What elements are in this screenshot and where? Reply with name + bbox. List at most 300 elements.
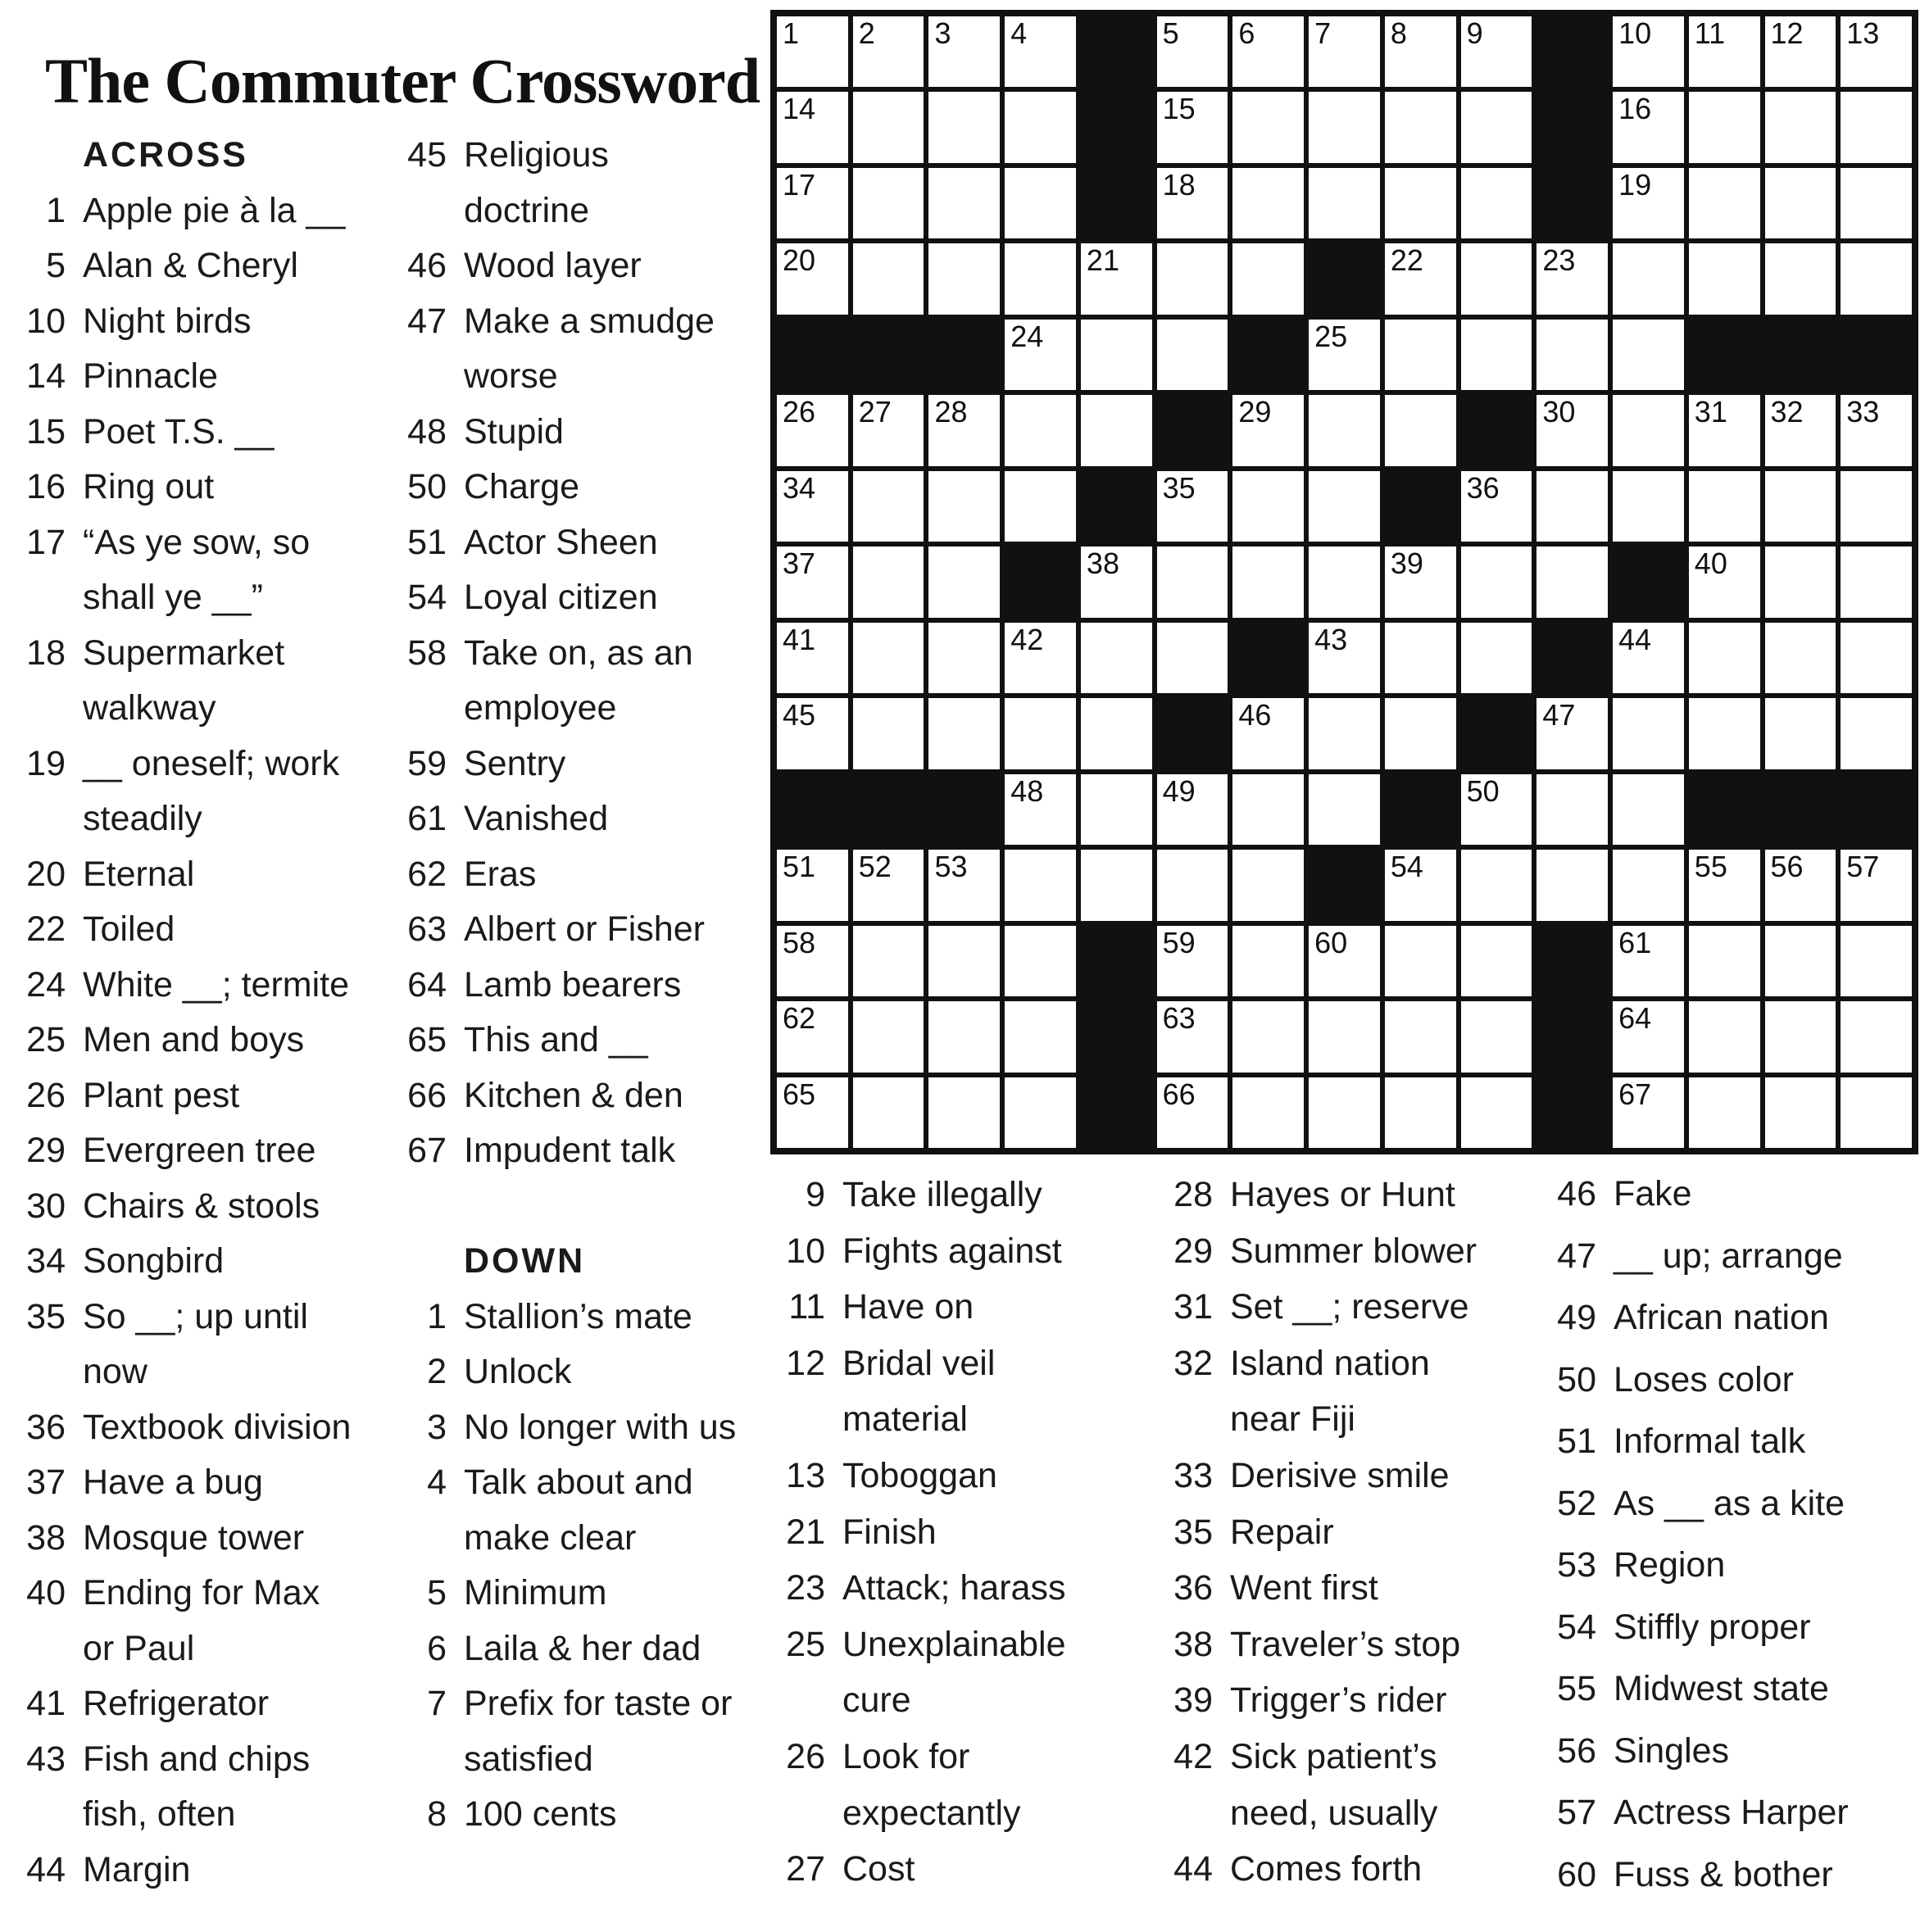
clue-text: Stupid <box>464 411 564 451</box>
grid-cell-black <box>1005 546 1076 617</box>
clue-number: 51 <box>1557 1422 1596 1461</box>
grid-cell[interactable] <box>1536 471 1608 542</box>
grid-cell[interactable] <box>928 471 1000 542</box>
grid-cell[interactable] <box>1309 320 1380 390</box>
grid-cell[interactable] <box>1689 243 1760 314</box>
clue-text: Have on <box>842 1287 974 1327</box>
cell-number: 43 <box>1314 622 1348 656</box>
clue-number: 56 <box>1557 1730 1596 1771</box>
clue-list-header-row <box>15 128 351 184</box>
clue-text: Wood layer <box>464 246 642 285</box>
grid-cell[interactable] <box>1689 623 1760 693</box>
grid-cell[interactable] <box>1689 698 1760 769</box>
grid-cell-black <box>1081 1001 1152 1072</box>
clue-text: satisfied <box>464 1739 593 1779</box>
clue-number: 5 <box>46 246 66 285</box>
grid-cell-black <box>1765 774 1836 845</box>
clue-row <box>396 1511 736 1567</box>
grid-cell[interactable] <box>1461 1001 1532 1072</box>
clue-text: Prefix for taste or <box>464 1684 733 1723</box>
grid-cell[interactable] <box>1613 168 1684 238</box>
clue-text: Chairs & stools <box>83 1186 320 1226</box>
cell-number: 44 <box>1618 622 1652 656</box>
grid-cell[interactable] <box>1309 168 1380 238</box>
grid-cell[interactable] <box>928 92 1000 162</box>
grid-cell[interactable] <box>1461 926 1532 996</box>
grid-cell[interactable] <box>1841 623 1912 693</box>
grid-cell[interactable] <box>1157 168 1228 238</box>
cell-number: 14 <box>783 92 816 126</box>
clue-number: 41 <box>26 1684 66 1723</box>
clue-text: 100 cents <box>464 1794 617 1834</box>
clue-row <box>15 1345 351 1400</box>
grid-cell[interactable] <box>1309 926 1380 996</box>
grid-cell[interactable] <box>1536 698 1608 769</box>
clue-row <box>15 460 351 515</box>
cell-number: 34 <box>783 470 816 505</box>
grid-cell[interactable] <box>1309 1001 1380 1072</box>
grid-cell[interactable] <box>1765 168 1836 238</box>
grid-cell[interactable] <box>1613 243 1684 314</box>
grid-cell[interactable] <box>1157 471 1228 542</box>
grid-cell[interactable] <box>853 16 924 87</box>
cell-number: 13 <box>1846 16 1880 50</box>
clue-row <box>396 791 736 847</box>
grid-cell[interactable] <box>1765 850 1836 920</box>
grid-cell-black <box>1157 395 1228 465</box>
grid-cell[interactable] <box>1385 1001 1456 1072</box>
grid-cell-black <box>1841 320 1912 390</box>
grid-cell[interactable] <box>928 243 1000 314</box>
grid-cell[interactable] <box>777 243 848 314</box>
clue-text: Fuss & bother <box>1614 1854 1833 1894</box>
grid-cell[interactable] <box>1157 774 1228 845</box>
grid-cell[interactable] <box>1841 395 1912 465</box>
grid-cell[interactable] <box>1157 1001 1228 1072</box>
grid-cell[interactable] <box>1689 1001 1760 1072</box>
grid-cell[interactable] <box>1841 471 1912 542</box>
grid-cell[interactable] <box>777 395 848 465</box>
grid-cell[interactable] <box>1232 546 1304 617</box>
grid-cell[interactable] <box>1765 92 1836 162</box>
grid-cell[interactable] <box>1385 16 1456 87</box>
cell-number: 67 <box>1618 1077 1652 1111</box>
grid-cell[interactable] <box>1536 320 1608 390</box>
grid-cell[interactable] <box>1157 16 1228 87</box>
grid-cell[interactable] <box>1005 395 1076 465</box>
grid-cell[interactable] <box>777 623 848 693</box>
clue-row <box>1162 1729 1477 1785</box>
clue-text: Laila & her dad <box>464 1628 701 1668</box>
grid-cell-black <box>1081 471 1152 542</box>
grid-cell-black <box>1536 926 1608 996</box>
clue-text: Songbird <box>83 1241 225 1281</box>
clue-text: need, usually <box>1230 1793 1438 1833</box>
grid-cell[interactable] <box>853 243 924 314</box>
grid-cell[interactable] <box>1613 1001 1684 1072</box>
grid-cell[interactable] <box>1536 395 1608 465</box>
grid-cell[interactable] <box>928 395 1000 465</box>
grid-cell[interactable] <box>1232 395 1304 465</box>
clue-text: Minimum <box>464 1573 607 1612</box>
cell-number: 61 <box>1618 925 1652 959</box>
grid-cell[interactable] <box>1005 698 1076 769</box>
grid-cell[interactable] <box>777 546 848 617</box>
clue-row <box>774 1729 1066 1785</box>
clue-text: Midwest state <box>1614 1669 1829 1708</box>
cell-number: 27 <box>858 395 892 429</box>
grid-cell[interactable] <box>853 850 924 920</box>
clue-row <box>774 1167 1066 1223</box>
grid-cell[interactable] <box>1385 698 1456 769</box>
grid-cell[interactable] <box>1689 850 1760 920</box>
cell-number: 18 <box>1162 167 1196 202</box>
grid-cell[interactable] <box>1765 546 1836 617</box>
grid-cell-black <box>853 320 924 390</box>
grid-cell[interactable] <box>853 471 924 542</box>
grid-cell[interactable] <box>1309 698 1380 769</box>
clue-row <box>15 1455 351 1511</box>
clue-number: 30 <box>26 1186 66 1226</box>
grid-cell[interactable] <box>1232 168 1304 238</box>
clue-text: Fights against <box>842 1231 1062 1271</box>
clue-row <box>1162 1448 1477 1504</box>
grid-cell[interactable] <box>1841 92 1912 162</box>
grid-cell[interactable] <box>1841 926 1912 996</box>
grid-cell[interactable] <box>777 92 848 162</box>
cell-number: 25 <box>1314 319 1348 353</box>
clue-row <box>15 1013 351 1068</box>
across-clues-column-1 <box>15 128 351 1898</box>
grid-cell[interactable] <box>1385 92 1456 162</box>
grid-cell[interactable] <box>1765 471 1836 542</box>
clue-row <box>15 515 351 571</box>
grid-cell[interactable] <box>1461 243 1532 314</box>
grid-cell[interactable] <box>1765 698 1836 769</box>
clue-text: material <box>842 1399 968 1440</box>
grid-cell[interactable] <box>1005 16 1076 87</box>
grid-cell[interactable] <box>1613 471 1684 542</box>
grid-cell[interactable] <box>777 926 848 996</box>
grid-cell[interactable] <box>1461 1077 1532 1148</box>
clue-text: Unlock <box>464 1352 572 1391</box>
grid-cell[interactable] <box>1689 471 1760 542</box>
grid-cell[interactable] <box>928 850 1000 920</box>
grid-cell[interactable] <box>1309 16 1380 87</box>
grid-cell[interactable] <box>1157 623 1228 693</box>
grid-cell-black <box>1536 1001 1608 1072</box>
grid-cell[interactable] <box>928 168 1000 238</box>
grid-cell[interactable] <box>1613 16 1684 87</box>
grid-cell[interactable] <box>1613 1077 1684 1148</box>
grid-cell-black <box>1536 623 1608 693</box>
grid-cell-black <box>1081 1077 1152 1148</box>
grid-cell[interactable] <box>1385 395 1456 465</box>
clue-text: shall ye __” <box>83 578 263 617</box>
clue-row <box>774 1448 1066 1504</box>
grid-cell-black <box>1841 774 1912 845</box>
clue-text: cure <box>842 1680 911 1721</box>
clue-number: 32 <box>1173 1343 1213 1383</box>
clue-row <box>774 1785 1066 1842</box>
grid-cell[interactable] <box>928 623 1000 693</box>
grid-cell[interactable] <box>853 1077 924 1148</box>
grid-cell[interactable] <box>1689 16 1760 87</box>
clue-number: 42 <box>1173 1736 1213 1776</box>
cell-number: 41 <box>783 622 816 656</box>
grid-cell[interactable] <box>1765 243 1836 314</box>
grid-cell[interactable] <box>1081 623 1152 693</box>
grid-cell[interactable] <box>1461 774 1532 845</box>
grid-cell[interactable] <box>1613 623 1684 693</box>
grid-cell[interactable] <box>1689 92 1760 162</box>
grid-cell[interactable] <box>928 546 1000 617</box>
grid-cell[interactable] <box>1765 1077 1836 1148</box>
clue-row <box>1546 1163 1849 1226</box>
clue-row <box>1162 1560 1477 1617</box>
grid-cell[interactable] <box>1385 546 1456 617</box>
grid-cell[interactable] <box>1385 623 1456 693</box>
grid-cell[interactable] <box>1081 546 1152 617</box>
clue-row <box>1162 1617 1477 1673</box>
grid-cell[interactable] <box>1841 850 1912 920</box>
grid-cell[interactable] <box>1385 243 1456 314</box>
grid-cell[interactable] <box>1005 850 1076 920</box>
grid-cell[interactable] <box>853 546 924 617</box>
cell-number: 58 <box>783 925 816 959</box>
across-clues-column-2-and-down-start <box>396 128 736 1843</box>
grid-cell[interactable] <box>1841 16 1912 87</box>
clue-row <box>15 737 351 792</box>
clue-text: Ending for Max <box>83 1573 320 1612</box>
grid-cell[interactable] <box>777 168 848 238</box>
clue-number: 50 <box>1557 1359 1596 1399</box>
grid-cell[interactable] <box>928 926 1000 996</box>
grid-cell[interactable] <box>1536 546 1608 617</box>
clue-text: Singles <box>1614 1730 1730 1771</box>
grid-cell[interactable] <box>928 698 1000 769</box>
grid-cell[interactable] <box>1157 92 1228 162</box>
clue-row <box>396 1400 736 1456</box>
grid-cell[interactable] <box>1461 92 1532 162</box>
grid-cell[interactable] <box>1841 1077 1912 1148</box>
grid-cell[interactable] <box>853 395 924 465</box>
grid-cell[interactable] <box>1005 168 1076 238</box>
grid-cell[interactable] <box>1613 395 1684 465</box>
grid-cell[interactable] <box>1005 243 1076 314</box>
grid-cell[interactable] <box>777 698 848 769</box>
clue-number: 1 <box>427 1296 447 1336</box>
grid-cell[interactable] <box>1309 623 1380 693</box>
cell-number: 21 <box>1086 243 1119 278</box>
grid-cell[interactable] <box>1841 546 1912 617</box>
grid-cell[interactable] <box>928 16 1000 87</box>
grid-cell[interactable] <box>1232 850 1304 920</box>
grid-cell[interactable] <box>1841 698 1912 769</box>
grid-cell[interactable] <box>1309 774 1380 845</box>
grid-cell[interactable] <box>853 926 924 996</box>
grid-cell[interactable] <box>1081 243 1152 314</box>
grid-cell[interactable] <box>1081 395 1152 465</box>
clue-row <box>396 1345 736 1400</box>
grid-cell-black <box>1536 92 1608 162</box>
clue-row <box>1162 1167 1477 1223</box>
cell-number: 26 <box>783 395 816 429</box>
grid-cell[interactable] <box>1081 774 1152 845</box>
clue-text: Mosque tower <box>83 1517 305 1558</box>
grid-cell[interactable] <box>1461 471 1532 542</box>
clue-number: 26 <box>786 1736 825 1776</box>
clue-text: Lamb bearers <box>464 964 682 1005</box>
grid-cell[interactable] <box>1005 320 1076 390</box>
grid-cell[interactable] <box>1157 320 1228 390</box>
grid-cell[interactable] <box>1536 243 1608 314</box>
grid-cell[interactable] <box>1232 926 1304 996</box>
grid-cell[interactable] <box>1385 926 1456 996</box>
grid-cell[interactable] <box>1536 774 1608 845</box>
grid-cell[interactable] <box>1157 850 1228 920</box>
grid-cell[interactable] <box>1157 243 1228 314</box>
grid-cell[interactable] <box>1841 243 1912 314</box>
grid-cell[interactable] <box>1232 774 1304 845</box>
grid-cell[interactable] <box>1005 471 1076 542</box>
grid-cell[interactable] <box>1461 168 1532 238</box>
grid-cell[interactable] <box>1005 623 1076 693</box>
grid-cell[interactable] <box>777 1077 848 1148</box>
grid-cell[interactable] <box>1005 92 1076 162</box>
grid-cell[interactable] <box>1309 546 1380 617</box>
cell-number: 28 <box>934 395 968 429</box>
grid-cell[interactable] <box>1385 1077 1456 1148</box>
grid-cell[interactable] <box>1613 92 1684 162</box>
clue-row <box>774 1391 1066 1448</box>
grid-cell[interactable] <box>1841 1001 1912 1072</box>
grid-cell[interactable] <box>853 1001 924 1072</box>
clue-row <box>15 294 351 350</box>
grid-cell[interactable] <box>1005 774 1076 845</box>
grid-cell[interactable] <box>1765 395 1836 465</box>
grid-cell[interactable] <box>1765 16 1836 87</box>
grid-cell[interactable] <box>1765 623 1836 693</box>
cell-number: 66 <box>1162 1077 1196 1111</box>
cell-number: 12 <box>1770 16 1804 50</box>
grid-cell[interactable] <box>1309 395 1380 465</box>
clue-text: Evergreen tree <box>83 1131 316 1170</box>
clue-text: Textbook division <box>83 1407 352 1447</box>
grid-cell[interactable] <box>1385 168 1456 238</box>
grid-cell[interactable] <box>1461 546 1532 617</box>
grid-cell[interactable] <box>1689 926 1760 996</box>
grid-cell[interactable] <box>1689 1077 1760 1148</box>
grid-cell[interactable] <box>777 471 848 542</box>
grid-cell[interactable] <box>1613 774 1684 845</box>
clue-number: 15 <box>26 411 66 451</box>
grid-cell-black <box>1461 395 1532 465</box>
grid-cell[interactable] <box>1232 16 1304 87</box>
grid-cell[interactable] <box>1689 546 1760 617</box>
grid-cell[interactable] <box>1689 395 1760 465</box>
grid-cell[interactable] <box>777 850 848 920</box>
clue-text: Cost <box>842 1849 915 1889</box>
grid-cell[interactable] <box>928 1001 1000 1072</box>
grid-cell[interactable] <box>1005 926 1076 996</box>
grid-cell[interactable] <box>777 16 848 87</box>
grid-cell[interactable] <box>1461 320 1532 390</box>
clue-text: Region <box>1614 1545 1726 1585</box>
grid-cell[interactable] <box>1613 320 1684 390</box>
grid-cell[interactable] <box>1157 926 1228 996</box>
grid-cell[interactable] <box>1081 320 1152 390</box>
grid-cell[interactable] <box>853 698 924 769</box>
clue-number: 24 <box>26 964 66 1005</box>
grid-cell[interactable] <box>1765 926 1836 996</box>
clue-row <box>1162 1672 1477 1729</box>
clue-row <box>15 1123 351 1179</box>
grid-cell[interactable] <box>1461 16 1532 87</box>
clue-number: 45 <box>407 135 447 175</box>
grid-cell[interactable] <box>1613 926 1684 996</box>
clue-text: Plant pest <box>83 1075 240 1115</box>
grid-cell[interactable] <box>1613 698 1684 769</box>
grid-cell[interactable] <box>1309 92 1380 162</box>
cell-number: 40 <box>1694 546 1727 581</box>
clue-number: 20 <box>26 854 66 894</box>
clue-row <box>396 349 736 405</box>
grid-cell[interactable] <box>853 92 924 162</box>
grid-cell[interactable] <box>1461 850 1532 920</box>
grid-cell[interactable] <box>1765 1001 1836 1072</box>
clue-row <box>15 1400 351 1456</box>
grid-cell[interactable] <box>928 1077 1000 1148</box>
clue-number: 10 <box>786 1231 825 1271</box>
grid-cell[interactable] <box>1232 92 1304 162</box>
grid-cell[interactable] <box>1385 850 1456 920</box>
grid-cell[interactable] <box>853 168 924 238</box>
grid-cell[interactable] <box>1005 1001 1076 1072</box>
cell-number: 57 <box>1846 850 1880 884</box>
grid-cell[interactable] <box>1461 623 1532 693</box>
clue-number: 44 <box>26 1849 66 1889</box>
grid-cell[interactable] <box>1232 471 1304 542</box>
grid-cell[interactable] <box>1232 243 1304 314</box>
grid-cell[interactable] <box>1613 850 1684 920</box>
grid-cell[interactable] <box>1385 320 1456 390</box>
grid-cell[interactable] <box>1309 1077 1380 1148</box>
grid-cell[interactable] <box>1232 1001 1304 1072</box>
grid-cell[interactable] <box>1005 1077 1076 1148</box>
grid-cell[interactable] <box>1081 850 1152 920</box>
clue-text: fish, often <box>83 1794 236 1834</box>
grid-cell[interactable] <box>1536 850 1608 920</box>
grid-cell[interactable] <box>1309 471 1380 542</box>
grid-cell[interactable] <box>1841 168 1912 238</box>
cell-number: 11 <box>1694 16 1726 50</box>
grid-cell[interactable] <box>1157 546 1228 617</box>
grid-cell[interactable] <box>1232 698 1304 769</box>
clue-number: 23 <box>786 1568 825 1608</box>
grid-cell[interactable] <box>1157 1077 1228 1148</box>
cell-number: 62 <box>783 1001 816 1036</box>
cell-number: 6 <box>1238 16 1255 50</box>
clue-number: 11 <box>788 1287 825 1327</box>
grid-cell[interactable] <box>1081 698 1152 769</box>
clue-text: Island nation <box>1230 1343 1430 1383</box>
clue-text: So __; up until <box>83 1296 308 1336</box>
grid-cell[interactable] <box>777 1001 848 1072</box>
grid-cell[interactable] <box>1689 168 1760 238</box>
grid-cell[interactable] <box>1232 1077 1304 1148</box>
grid-cell[interactable] <box>853 623 924 693</box>
